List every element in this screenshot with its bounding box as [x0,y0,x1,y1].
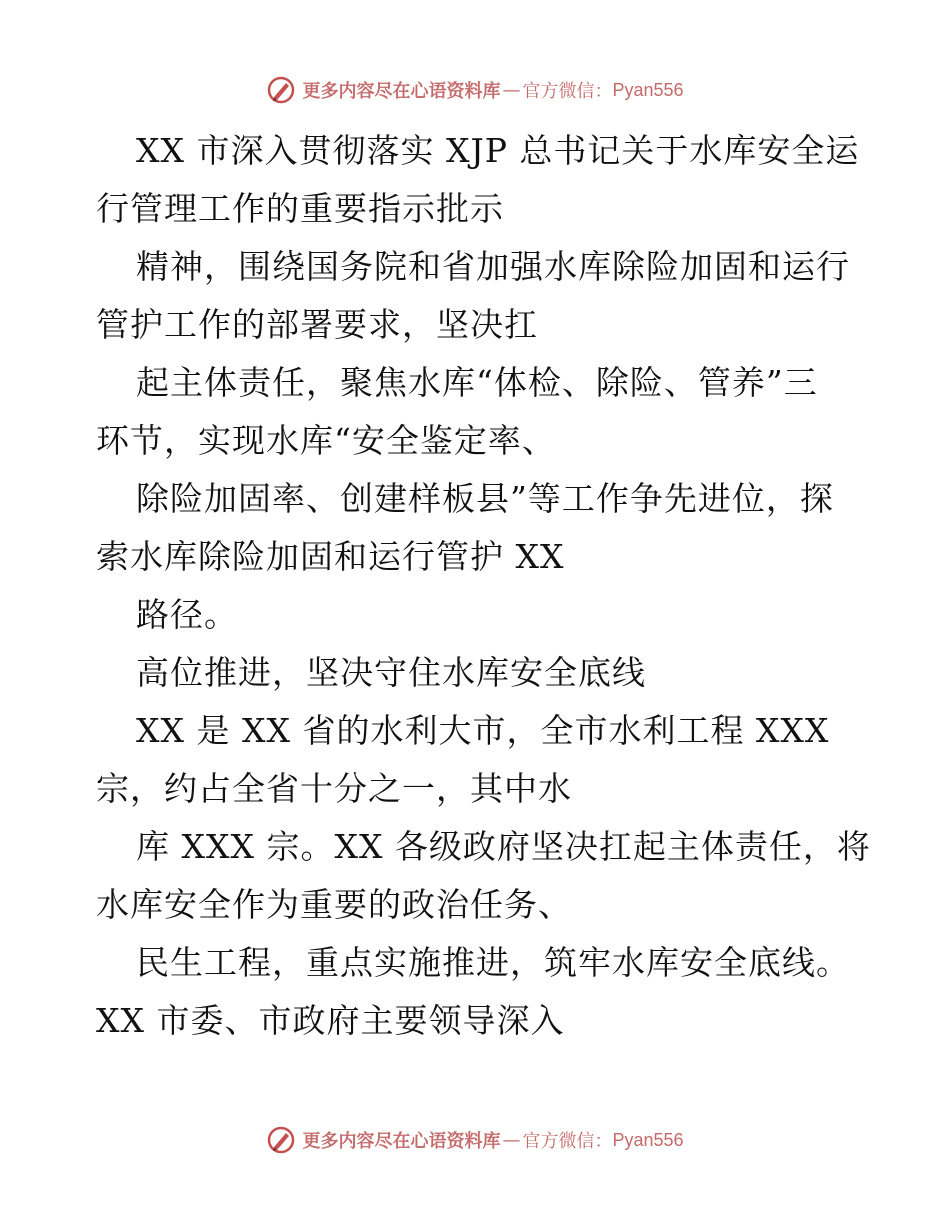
text-line: 精神，围绕国务院和省加强水库除险加固和运行 [136,247,850,286]
watermark-wechat-id: Pyan556 [612,1129,684,1150]
section-heading: 高位推进，坚决守住水库安全底线 [136,653,646,692]
text-line: 环节，实现水库“安全鉴定率、 [96,421,556,460]
header-watermark [0,70,950,110]
text-line: 民生工程，重点实施推进，筑牢水库安全底线。 [136,943,850,982]
watermark-wechat-label: 官方微信： [522,81,613,102]
watermark-dash: — [502,1129,521,1151]
pen-logo-icon [266,75,296,105]
text-line: XX 市委、市政府主要领导深入 [96,1001,565,1040]
text-line: 起主体责任，聚焦水库“体检、除险、管养”三 [136,363,818,402]
watermark-text: 更多内容尽在心语资料库 [302,1131,501,1152]
text-line: XX 市深入贯彻落实 XJP 总书记关于水库安全运 [136,131,860,170]
watermark-wechat-id: Pyan556 [612,79,684,100]
watermark-text: 更多内容尽在心语资料库 [302,81,501,102]
text-line: 水库安全作为重要的政治任务、 [96,885,572,924]
text-line: 管护工作的部署要求，坚决扛 [96,305,538,344]
text-line: 索水库除险加固和运行管护 XX [96,537,565,576]
pen-logo-icon [266,1125,296,1155]
footer-watermark [0,1120,950,1160]
watermark-wechat-label: 官方微信： [522,1131,613,1152]
text-line: 路径。 [136,595,238,634]
watermark-dash: — [502,79,521,101]
text-line: 除险加固率、创建样板县”等工作争先进位，探 [136,479,834,518]
text-line: 行管理工作的重要指示批示 [96,189,504,228]
text-line: XX 是 XX 省的水利大市，全市水利工程 XXX [136,711,830,750]
text-line: 宗，约占全省十分之一，其中水 [96,769,572,808]
document-body [96,122,871,1050]
text-line: 库 XXX 宗。XX 各级政府坚决扛起主体责任，将 [136,827,871,866]
